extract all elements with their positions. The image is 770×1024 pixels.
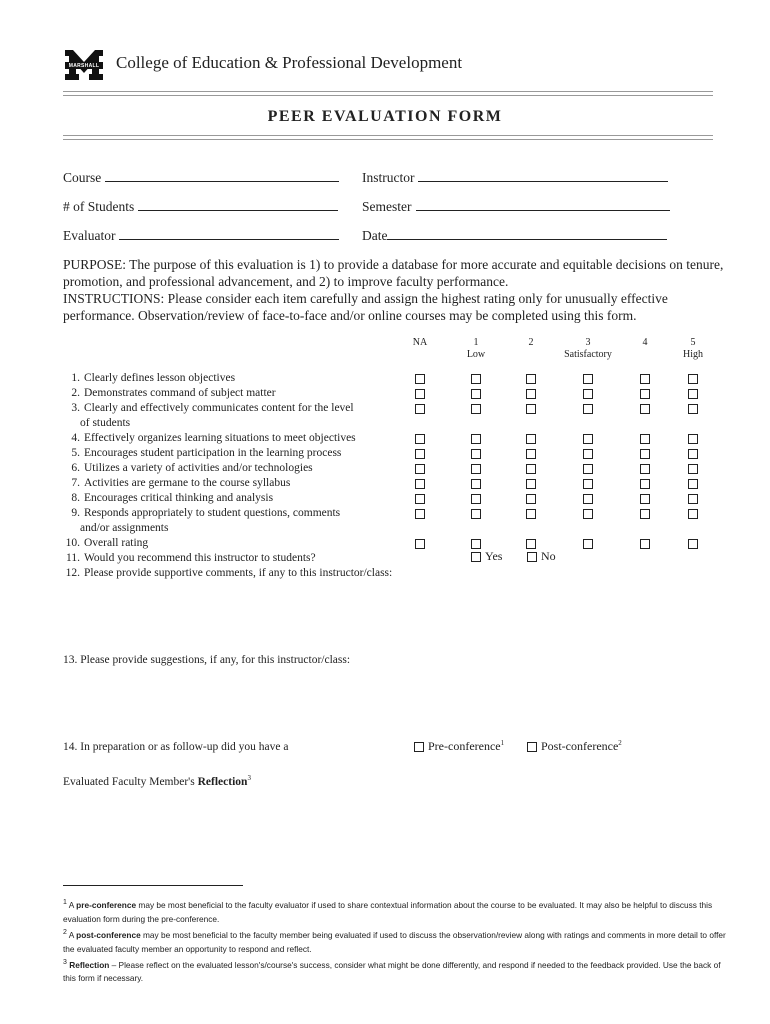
rating-checkbox[interactable]	[640, 509, 650, 519]
footnote	[63, 956, 731, 986]
item-number: 6.	[71, 462, 80, 474]
semester-label: Semester	[362, 199, 412, 214]
item-number: 7.	[71, 477, 80, 489]
footnote-number: 1	[63, 899, 67, 906]
evaluator-field[interactable]	[63, 228, 339, 244]
rating-checkbox[interactable]	[688, 494, 698, 504]
rating-checkbox[interactable]	[415, 479, 425, 489]
rating-checkbox[interactable]	[415, 509, 425, 519]
rating-checkbox[interactable]	[471, 479, 481, 489]
item-text: Please provide supportive comments, if any to this instructor/class:	[84, 567, 393, 579]
evaluation-item	[60, 476, 290, 491]
rating-checkbox[interactable]	[688, 434, 698, 444]
rating-checkbox[interactable]	[526, 479, 536, 489]
item-number: 8.	[71, 492, 80, 504]
item-text: Encourages student participation in the learning process	[84, 447, 342, 459]
rating-checkbox[interactable]	[415, 374, 425, 384]
footnote-text: – Please reflect on the evaluated lesson's/course's success, consider what might be done differently, and respond if needed to the feedback provided. Use the back of this form if necessary.	[63, 959, 721, 984]
rating-checkbox[interactable]	[415, 404, 425, 414]
footnote-term: pre-conference	[76, 899, 137, 910]
course-field[interactable]	[63, 170, 339, 186]
rating-checkbox[interactable]	[583, 494, 593, 504]
no-checkbox[interactable]	[527, 552, 537, 562]
logo-text: MARSHALL	[68, 63, 100, 69]
form-title: PEER EVALUATION FORM	[267, 108, 503, 125]
column-header-top: 5	[690, 337, 696, 348]
course-label: Course	[63, 170, 102, 185]
date-line[interactable]	[387, 238, 667, 240]
date-label: Date	[362, 228, 388, 243]
yes-checkbox[interactable]	[471, 552, 481, 562]
item-text: Utilizes a variety of activities and/or technologies	[84, 462, 313, 474]
item-number: 5.	[71, 447, 80, 459]
yes-label: Yes	[485, 549, 503, 563]
rating-checkbox[interactable]	[640, 494, 650, 504]
evaluation-item	[60, 386, 276, 401]
rating-checkbox[interactable]	[415, 464, 425, 474]
q13-text: 13. Please provide suggestions, if any, for this instructor/class:	[63, 654, 351, 666]
evaluation-item	[60, 461, 313, 476]
column-header-2	[501, 337, 561, 349]
rating-checkbox[interactable]	[526, 434, 536, 444]
post-conference-option	[541, 739, 622, 754]
rating-checkbox[interactable]	[583, 539, 593, 549]
evaluator-line[interactable]	[119, 238, 339, 240]
rating-checkbox[interactable]	[526, 494, 536, 504]
post-conference-footnote-ref: 2	[618, 739, 622, 747]
rating-checkbox[interactable]	[471, 374, 481, 384]
item-number: 4.	[71, 432, 80, 444]
pre-conference-checkbox[interactable]	[414, 742, 424, 752]
column-header-top: 4	[642, 337, 648, 348]
rating-checkbox[interactable]	[583, 374, 593, 384]
rating-checkbox[interactable]	[688, 509, 698, 519]
reflection-prefix: Evaluated Faculty Member's	[63, 775, 198, 788]
rating-checkbox[interactable]	[640, 374, 650, 384]
rating-checkbox[interactable]	[583, 509, 593, 519]
instructions-text: INSTRUCTIONS: Please consider each item carefully and assign the highest rating only for unusually effective performance. Observation/review of face-to-face and/or online courses may be completed using this form.	[63, 291, 668, 323]
footnote-text: may be most beneficial to the faculty member being evaluated if used to discuss the observation/review along with ratings and comments in more detail to offer the evaluated faculty member an opportunity to respond and reflect.	[63, 929, 726, 954]
rating-checkbox[interactable]	[640, 434, 650, 444]
column-header-top: 3	[585, 337, 591, 348]
rating-checkbox[interactable]	[583, 404, 593, 414]
reflection-heading	[63, 771, 251, 789]
rating-checkbox[interactable]	[471, 449, 481, 459]
column-header-top: 2	[528, 337, 534, 348]
rating-checkbox[interactable]	[471, 509, 481, 519]
rating-checkbox[interactable]	[526, 404, 536, 414]
rating-checkbox[interactable]	[526, 539, 536, 549]
rating-checkbox[interactable]	[640, 404, 650, 414]
purpose-instructions	[63, 256, 733, 324]
rating-checkbox[interactable]	[415, 434, 425, 444]
evaluation-item	[60, 566, 392, 581]
rating-checkbox[interactable]	[526, 464, 536, 474]
rating-checkbox[interactable]	[471, 404, 481, 414]
column-header-3	[558, 337, 618, 361]
rating-checkbox[interactable]	[640, 449, 650, 459]
q14-text: 14. In preparation or as follow-up did you have a	[63, 741, 289, 753]
footnote-term: Reflection	[69, 959, 110, 970]
pre-conference-label: Pre-conference	[428, 739, 501, 753]
evaluation-item	[60, 491, 273, 506]
item-text: Demonstrates command of subject matter	[84, 387, 276, 399]
rating-checkbox[interactable]	[688, 374, 698, 384]
item-number: 1.	[71, 372, 80, 384]
no-label: No	[541, 549, 556, 563]
semester-field[interactable]	[362, 199, 670, 215]
rating-checkbox[interactable]	[640, 464, 650, 474]
rating-checkbox[interactable]	[640, 539, 650, 549]
item-text: Effectively organizes learning situations to meet objectives	[84, 432, 356, 444]
reflection-bold: Reflection	[197, 775, 248, 788]
footnote	[63, 926, 731, 956]
item-text: Responds appropriately to student questions, comments	[84, 507, 341, 519]
footnotes	[63, 896, 731, 985]
rating-checkbox[interactable]	[471, 464, 481, 474]
college-name: College of Education & Professional Development	[116, 53, 463, 72]
pre-conference-footnote-ref: 1	[500, 739, 505, 747]
item-number: 3.	[71, 402, 80, 414]
evaluation-item	[60, 551, 316, 566]
item-text-continued: and/or assignments	[80, 521, 169, 534]
column-header-5	[663, 337, 723, 361]
evaluation-item	[60, 371, 235, 386]
evaluation-item	[60, 506, 340, 535]
date-field[interactable]	[362, 228, 667, 244]
item-number: 11.	[66, 552, 80, 564]
rating-checkbox[interactable]	[688, 479, 698, 489]
post-conference-label: Post-conference	[541, 739, 619, 753]
rating-checkbox[interactable]	[471, 494, 481, 504]
item-text: Clearly and effectively communicates content for the level	[84, 402, 354, 414]
instructor-line[interactable]	[418, 180, 668, 182]
rating-checkbox[interactable]	[471, 389, 481, 399]
rating-checkbox[interactable]	[688, 389, 698, 399]
column-header-top: NA	[412, 337, 428, 348]
item-number: 10.	[65, 537, 80, 549]
course-line[interactable]	[105, 180, 339, 182]
column-header-bottom: Satisfactory	[564, 349, 612, 360]
rating-checkbox[interactable]	[688, 464, 698, 474]
header-divider	[63, 91, 713, 96]
rating-checkbox[interactable]	[688, 449, 698, 459]
footnote-number: 3	[63, 958, 67, 966]
rating-checkbox[interactable]	[583, 449, 593, 459]
post-conference-checkbox[interactable]	[527, 742, 537, 752]
item-text-continued: of students	[80, 416, 131, 429]
item-text: Activities are germane to the course syllabus	[84, 477, 291, 489]
footnote-prefix: A	[68, 899, 77, 910]
rating-checkbox[interactable]	[688, 539, 698, 549]
footnote	[63, 896, 731, 926]
rating-checkbox[interactable]	[526, 449, 536, 459]
rating-checkbox[interactable]	[583, 434, 593, 444]
evaluation-item	[60, 446, 341, 461]
footnote-text: may be most beneficial to the faculty evaluator if used to share contextual information about the course to be evaluated. It may also be helpful to discuss this evaluation form during the pre-conference.	[63, 899, 713, 924]
evaluator-label: Evaluator	[63, 228, 116, 243]
item-text: Overall rating	[84, 537, 149, 549]
students-line[interactable]	[138, 209, 338, 211]
rating-checkbox[interactable]	[415, 389, 425, 399]
item-number: 2.	[71, 387, 80, 399]
rating-checkbox[interactable]	[640, 389, 650, 399]
rating-checkbox[interactable]	[471, 539, 481, 549]
item-text: Clearly defines lesson objectives	[84, 372, 236, 384]
column-header-bottom: High	[683, 349, 703, 360]
rating-checkbox[interactable]	[471, 434, 481, 444]
reflection-footnote-ref: 3	[247, 774, 251, 782]
students-label: # of Students	[63, 199, 135, 214]
column-header-top: 1	[473, 337, 479, 348]
item-number: 12.	[65, 567, 80, 579]
students-field[interactable]	[63, 199, 338, 215]
evaluation-item	[60, 536, 148, 551]
footnote-prefix: A	[68, 929, 77, 940]
rating-checkbox[interactable]	[415, 449, 425, 459]
item-number: 9.	[71, 507, 80, 519]
rating-checkbox[interactable]	[688, 404, 698, 414]
rating-checkbox[interactable]	[526, 374, 536, 384]
rating-checkbox[interactable]	[640, 479, 650, 489]
footnote-divider	[63, 885, 243, 886]
evaluation-item	[60, 431, 356, 446]
rating-checkbox[interactable]	[583, 479, 593, 489]
rating-checkbox[interactable]	[415, 539, 425, 549]
rating-checkbox[interactable]	[583, 464, 593, 474]
semester-line[interactable]	[416, 209, 670, 211]
pre-conference-option	[428, 739, 504, 754]
rating-checkbox[interactable]	[415, 494, 425, 504]
footnote-term: post-conference	[76, 929, 141, 940]
title-divider	[63, 135, 713, 140]
item-text: Would you recommend this instructor to students?	[84, 552, 316, 564]
instructor-field[interactable]	[362, 170, 668, 186]
footnote-number: 2	[63, 928, 67, 936]
instructor-label: Instructor	[362, 170, 415, 185]
rating-checkbox[interactable]	[583, 389, 593, 399]
evaluation-item	[60, 401, 354, 430]
purpose-text: PURPOSE: The purpose of this evaluation is 1) to provide a database for more accurate and equitable decisions on tenure, promotion, and professional advancement, and 2) to improve faculty performance.	[63, 257, 724, 289]
item-text: Encourages critical thinking and analysis	[84, 492, 274, 504]
column-header-1	[446, 337, 506, 361]
marshall-logo	[63, 48, 105, 82]
column-header-bottom: Low	[466, 349, 486, 360]
column-header-0	[390, 337, 450, 349]
rating-checkbox[interactable]	[526, 509, 536, 519]
rating-checkbox[interactable]	[526, 389, 536, 399]
